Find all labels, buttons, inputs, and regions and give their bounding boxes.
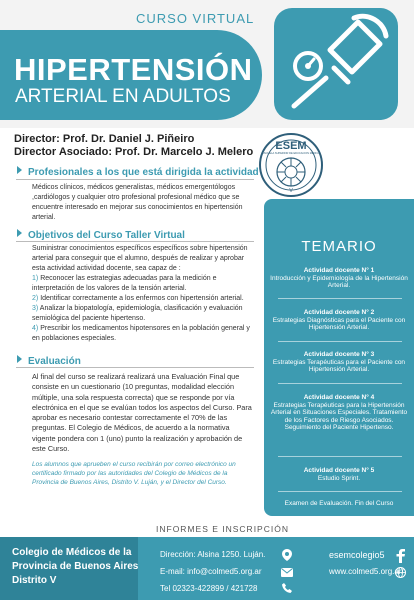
temario-item: Actividad docente N° 5 Estudio Sprint.	[303, 467, 375, 482]
temario-title: TEMARIO	[301, 238, 377, 255]
objetivo-item: 2) Identificar correctamente a los enfermos con hipertensión arterial.	[32, 295, 244, 302]
section-profesionales-title: Profesionales a los que está dirigida la actividad	[17, 166, 259, 178]
section-objetivos-text	[32, 244, 254, 344]
section-evaluacion-text: Al final del curso se realizará realizará una Evaluación Final que consiste en un cuestionario (10 preguntas, modalidad elección múltiple, una sola respuesta correcta) que se responde por vía electrónica en el que se evalúan todos los aspectos del Curso. Para aprobar es necesario contestar correctamente el 70% de las preguntas. El Colegio de Médicos, de acuerdo a la normativa vigente pondera con 1 (uno) punto la realización y aprobación de este Curso.	[32, 372, 252, 454]
facebook-icon[interactable]	[396, 549, 405, 563]
divider	[278, 341, 402, 342]
temario-final: Examen de Evaluación. Fin del Curso	[284, 500, 394, 507]
seal-acronym: ESEM	[275, 140, 307, 152]
divider	[278, 298, 402, 299]
objetivos-intro: Suministrar conocimientos específicos específicos sobre hipertensión arterial para conseguir que el alumno, después de realizar y aprobar esta actividad actividad docente, sea capaz de :	[32, 245, 248, 272]
seal-ring-text: ESCUELA SUPERIOR DE EDUCACIÓN MÉDICA	[262, 152, 320, 155]
objetivo-item: 3) Analizar la biopatología, epidemiología, clasificación y evaluación semiológica del paciente hipertenso.	[32, 305, 243, 322]
globe-icon	[395, 567, 406, 578]
temario-item: Actividad docente N° 2 Estrategias Diagnósticas para el Paciente con Hipertensión Arterial.	[272, 309, 406, 331]
location-pin-icon	[282, 549, 292, 561]
temario-item: Actividad docente N° 1 Introducción y Epidemiología de la Hipertensión Arterial.	[270, 267, 408, 289]
arrow-right-icon	[17, 229, 22, 237]
section-profesionales-text: Médicos clínicos, médicos generalistas, médicos emergentólogos ,cardiólogos y cualquier otro profesional profesional médico que se encuentre interesado en mejorar sus conocimientos en hipertensión arterial.	[32, 184, 243, 221]
temario-item: Actividad docente N° 4 Estrategias Terapéuticas para la Hipertensión Arterial en Situaciones Especiales. Tratamiento de los Factores de Riesgo Asociados. Seguimiento del Paciente Hipertenso.	[270, 394, 408, 431]
certificate-note: Los alumnos que aprueben el curso recibirán por correo electrónico un certificado firmado por las autoridades del Colegio de Médicos de la Provincia de Buenos Aires, Distrito V. Luján, y el Director del Curso.	[32, 461, 236, 486]
temario-item: Actividad docente N° 3 Estrategias Terapéuticas para el Paciente con Hipertensión Arterial.	[272, 351, 406, 373]
email-link[interactable]: E-mail: info@colmed5.org.ar	[160, 567, 262, 576]
seal-district: V	[289, 188, 293, 194]
arrow-right-icon	[17, 355, 22, 363]
address-text: Dirección: Alsina 1250. Luján.	[160, 550, 266, 559]
website-link[interactable]: www.colmed5.org.ar/	[329, 567, 404, 576]
divider	[278, 456, 402, 457]
associate-director-name: Director Asociado: Prof. Dr. Marcelo J. Melero	[14, 146, 254, 158]
section-objetivos-title: Objetivos del Curso Taller Virtual	[17, 229, 185, 241]
directors-block	[14, 133, 253, 159]
director-name: Director: Prof. Dr. Daniel J. Piñeiro	[14, 133, 195, 145]
objetivo-item: 4) Prescribir los medicamentos hipotensores en la población general y en poblaciones especiales.	[32, 325, 250, 342]
page-subtitle: ARTERIAL EN ADULTOS	[15, 86, 231, 107]
informes-title: INFORMES E INSCRIPCIÓN	[156, 524, 289, 534]
divider	[278, 491, 402, 492]
divider	[278, 383, 402, 384]
divider	[16, 179, 254, 180]
page-title: HIPERTENSIÓN	[14, 52, 253, 87]
divider	[16, 241, 254, 242]
phone-icon	[282, 583, 292, 593]
objetivo-item: 1) Reconocer las estrategias adecuadas para la medición e interpretación de los valores de la tensión arterial.	[32, 275, 217, 292]
blood-pressure-monitor-icon	[274, 8, 398, 120]
footer-org-name: Colegio de Médicos de la Provincia de Buenos Aires Distrito V	[12, 547, 139, 586]
arrow-right-icon	[17, 166, 22, 174]
facebook-link[interactable]: esemcolegio5	[329, 550, 385, 560]
section-evaluacion-title: Evaluación	[17, 355, 81, 367]
esem-seal-logo	[258, 132, 324, 203]
phone-text: Tel 02323-422899 / 421728	[160, 584, 258, 593]
mail-icon	[281, 568, 293, 577]
course-type-label: CURSO VIRTUAL	[136, 11, 255, 26]
divider	[16, 367, 254, 368]
